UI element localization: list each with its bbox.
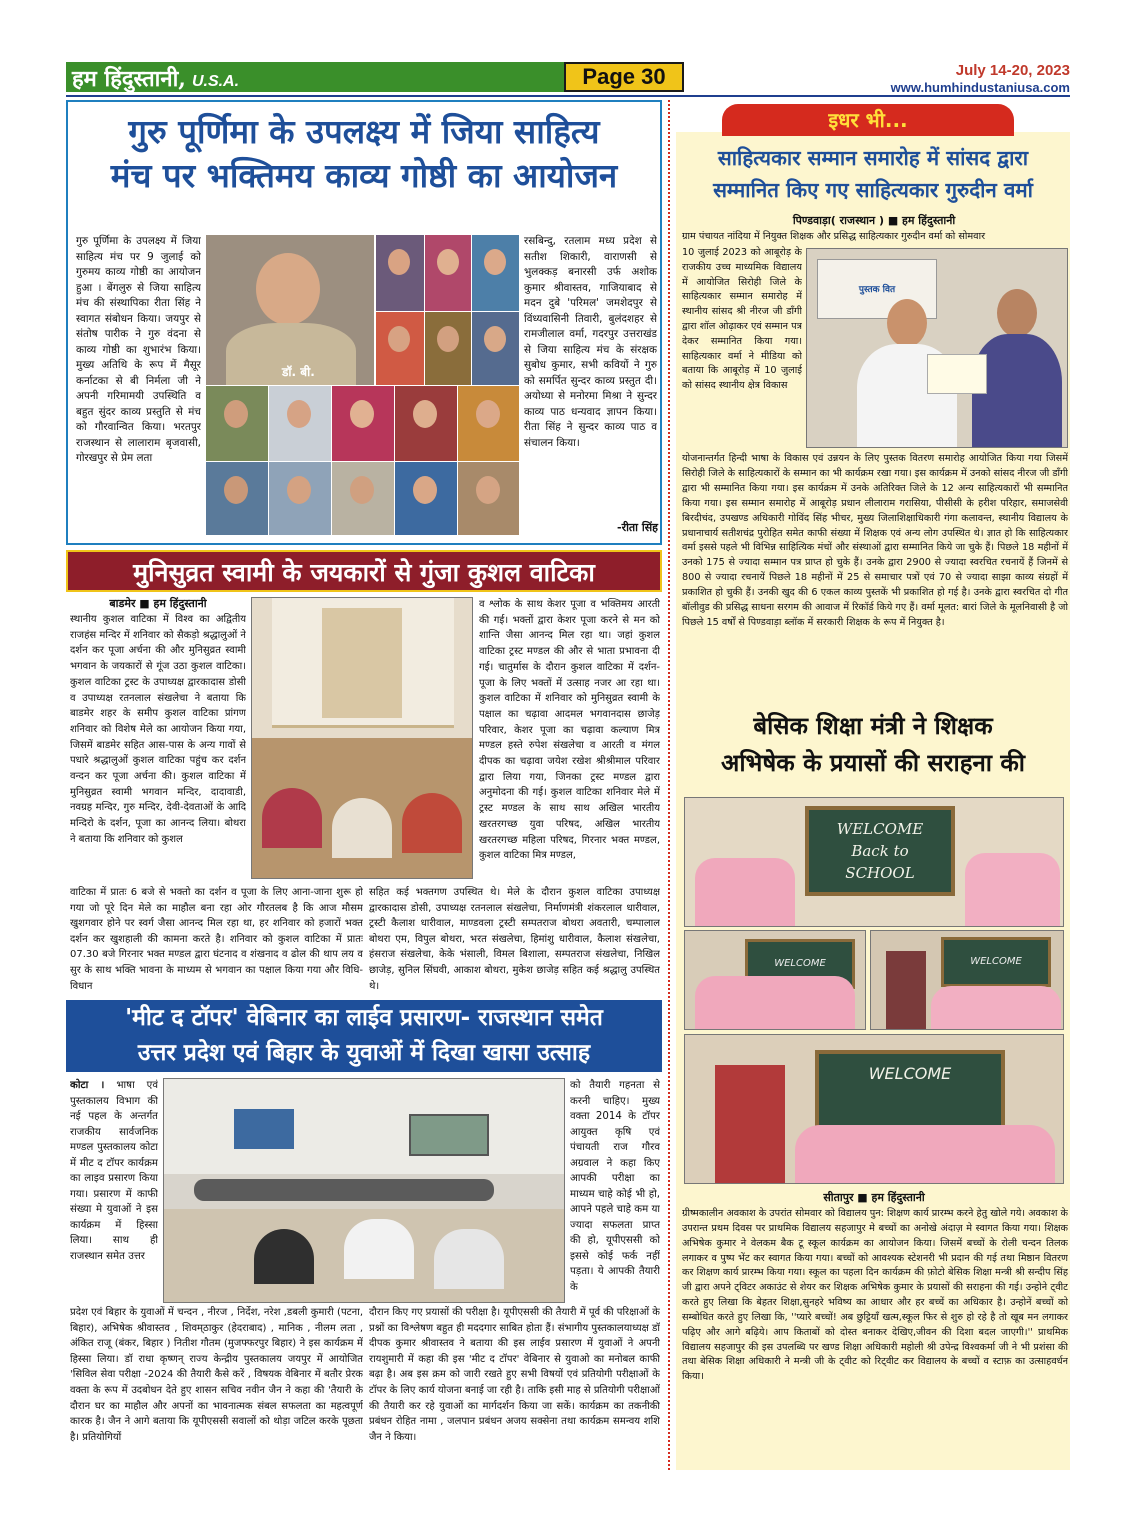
headline-line-1: बेसिक शिक्षा मंत्री ने शिक्षक: [753, 712, 993, 740]
sidebar-tab-label: इधर भी...: [722, 104, 1014, 136]
poet-thumb: [394, 461, 458, 536]
poet-thumb: [268, 385, 332, 462]
board-text-back-to: Back to: [851, 842, 909, 860]
story-basic-shiksha-body: ग्रीष्मकालीन अवकाश के उपरांत सोमवार को विद्यालय पुन: शिक्षण कार्य प्रारम्भ करने हेतु खोले गये। अवकाश के उपरान्त प्रथम दिवस पर प्राथमिक विद्यालय सहजापुर मे बच्चों का अनोखे अंदाज़ मे स्वागत किया गया। शिक्षक अभिषेक कुमार ने वेलकम बैक टू स्कूल कार्यक्रम का आयोजन किया। जिसमें बच्चों के रोली चन्दन तिलक लगाकर व पुष्प भेंट कर स्वागत किया गया। बच्चों को आवश्यक स्टेशनरी भी प्रदान की गई तथा मिष्ठान वितरण कर शिक्षण कार्य प्रारम्भ किया गया। स्कूल का पहला दिन कार्यक्रम की फ़ोटो बेसिक शिक्षा मन्त्री श्री सन्दीप सिंह जी द्वारा अपने ट्विटर अकाउंट से शेयर कर शिक्षक अभिषेक कुमार के प्रयासों की सराहना की गई। उन्होने ट्वीट करते हुए लिखा कि बेहतर शिक्षा,सुनहरे भविष्य का आधार और हर बच्चें का अधिकार है। उन्होनें बच्चों को सम्बोधित करते हुए लिखा कि, ''प्यारे बच्चों! अब छुट्टियाँ खत्म,स्कूल फिर से शुरु हो रहे है तो खूब मन लगाकर पढ़िए और आगे बढ़िये। आप किताबों को दोस्त बनाकर देखिए,जीवन की दिशा बदल जाएगी।'' प्राथमिक विद्यालय सहजापुर की इस उपलब्धि पर खण्ड शिक्षा अधिकारी महोली श्री उपेन्द्र विश्वकर्मा जी ने भी प्रशंसा की तथा बेसिक शिक्षा अधिकारी ने मन्त्री जी के ट्वीट को रिट्वीट कर विद्यालय के बच्चों व स्टाफ़ का उत्साहवर्धन किया।: [682, 1208, 1068, 1383]
school-welcome-photo-2: WELCOME: [684, 930, 866, 1030]
headline-line-1: गुरु पूर्णिमा के उपलक्ष्य में जिया साहित्य: [128, 112, 600, 151]
story-meet-the-topper-bottom-right: दौरान किए गए प्रयासों की परीक्षा है। यूपीएससी की तैयारी में पूर्व की परिक्षाओं के प्रश्नों का विश्लेषण बहुत ही मददगार साबित होता हैं। संभागीय पुस्तकालयाध्यक्ष डॉ दीपक कुमार श्रीवास्तव ने बताया की इस लाईव प्रसारण में युवाओं ने अपनी रायशुमारी में कहा की इस 'मीट द टॉपर' वेबिनार से युवाओ का मनोबल काफी बढ़ा है। अब इस क्रम को जारी रखते हुए सभी विषयों एवं प्रतियोगी परीक्षाओं के टॉपर के लिए कार्य योजना बनाई जा रही है। ताकि इसी माह से प्रतियोगी परीक्षाओं की तैयारी कर रहे युवाओं का मार्गदर्शन किया जा सकें। कार्यक्रम का तकनीकी प्रबंधन रोहित नामा , जलपान प्रबंधन अजय सक्सेना तथा कार्यक्रम समन्वय शशि जैन ने किया।: [369, 1307, 660, 1443]
page-number: Page 30: [564, 62, 684, 92]
paper-suffix: U.S.A.: [191, 73, 240, 90]
story-sahityakar-body: योजनान्तर्गत हिन्दी भाषा के विकास एवं उन्नयन के लिए पुस्तक वितरण समारोह आयोजित किया गया जिसमें सिरोही जिले के साहित्यकारों के सम्मान का भी कार्यक्रम रखा गया। इस कार्यक्रम में उनको सांसद नीरज जी डाँगी द्वारा भी सम्मानित किया गया। इस कार्यक्रम में उनके अतिरिक्त जिले के 12 अन्य साहित्यकारों भी सम्मानित किया गया। इस सम्मान समारोह में आबूरोड़ प्रधान लीलाराम गरासिया, पीसीसी के हरीश परिहार, समाजसेवी बिरदीचंद, उपखण्ड अधिकारी गोविंद सिंह भीचर, मुख्य जिलाशिक्षाधिकारी गंगा कलावन्त, स्थानीय विद्यालय के प्रधानाचार्य सतीशचंद्र पुरोहित समेत काफी संख्या में शिक्षक एवं अन्य लोग उपस्थित थे। ज्ञात हो कि साहित्यकार वर्मा इससे पहले भी विभिन्न साहित्यिक मंचों और संस्थाओं द्वारा सम्मानित किये जा चुके हैं। पिछले 18 महीनों में उनको 175 से ज्यादा सम्मान पत्र प्राप्त हो चुके हैं। उनके द्वारा 2900 से ज्यादा स्वरचित रचनायें हैं जिनमें से 800 से ज्यादा रचनायें पिछले 18 महीनों में 25 से समाचार पत्रों एवं 70 से ज्यादा साझा काव्य संग्रहों में प्रकाशित हो चुकी हैं। उनकी खुद की 6 एकल काव्य पुस्तकें भी प्रकाशित हो गई है। उनके द्वारा स्वरचित दो गीत बॉलीवुड की प्रसिद्ध साधना सरगम की आवाज में रिकॉर्ड किये गए हैं। वर्मा मूलत: बारां जिले के मूलनिवासी है जो पिछले 15 वर्षों से पिण्डवाड़ा ब्लॉक में सरकारी शिक्षक के रूप में नियुक्त है।: [682, 453, 1068, 628]
dateline: कोटा ।: [70, 1080, 105, 1091]
poet-thumb: [394, 385, 458, 462]
board-text-school: SCHOOL: [845, 864, 915, 882]
website-link[interactable]: www.humhindustaniusa.com: [890, 80, 1070, 95]
school-welcome-photo-3: WELCOME: [870, 930, 1064, 1030]
col1-text: भाषा एवं पुस्तकालय विभाग की नई पहल के अन्तर्गत राजकीय सार्वजनिक मण्डल पुस्तकालय कोटा में मीट द टॉपर कार्यक्रम का लाइव प्रसारण किया गया। प्रसारण में काफी संख्या मे युवाओं ने इस कार्यक्रम में हिस्सा लिया। साथ ही राजस्थान समेत उत्तर: [70, 1080, 158, 1262]
poet-thumb: [205, 461, 269, 536]
story-kushal-vatika-headline: मुनिसुव्रत स्वामी के जयकारों से गुंजा कुशल वाटिका: [66, 550, 662, 592]
story-guru-purnima-col3: रसबिन्दु, रतलाम मध्य प्रदेश से सतीश शिकारी, वाराणसी से भुलक्कड़ बनारसी उर्फ अशोक कुमार श्रीवास्तव, गाजियाबाद से मदन दुबे 'परिमल' जमशेदपुर से विंध्यवासिनी तिवारी, बुलंदशहर से रामजीलाल वर्मा, गदरपुर उत्तराखंड से जिया साहित्य मंच के संरक्षक सुबोध कुमार, सभी कवियों ने गुरु को समर्पित सुन्दर काव्य प्रस्तुत दी। अयोध्या से मनोरमा मिश्रा ने सुन्दर काव्य पाठ धन्यवाद ज्ञापन किया। रीता सिंह ने सुन्दर काव्य पाठ व संचालन किया।: [524, 235, 657, 449]
board-text-welcome: WELCOME: [836, 820, 924, 838]
main-poet-photo: [205, 234, 375, 386]
headline-line-1: साहित्यकार सम्मान समारोह में सांसद द्वारा: [717, 146, 1029, 170]
column-divider: [668, 100, 670, 1470]
poet-thumb: [331, 461, 395, 536]
poet-thumb: [375, 311, 425, 386]
poet-thumb: [471, 234, 520, 312]
headline-line-1: 'मीट द टॉपर' वेबिनार का लाईव प्रसारण- राजस्थान समेत: [125, 1005, 603, 1031]
award-ceremony-photo: [806, 248, 1068, 448]
poets-photo-collage: [205, 234, 518, 534]
library-webinar-photo: [163, 1078, 565, 1303]
story-meet-the-topper-col1: [70, 1078, 158, 1308]
headline-line-2: उत्तर प्रदेश एवं बिहार के युवाओं में दिखा खासा उत्साह: [137, 1040, 591, 1066]
poet-thumb: [331, 385, 395, 462]
story-kushal-vatika-bottom-left: वाटिका में प्रातः 6 बजे से भक्तो का दर्शन व पूजा के लिए आना-जाना शुरू हो गया जो पूरे दिन मेले का माहौल बना रहा ओर गौरतलब है कि आज मौसम खुशगवार होने पर स्वर्ग जैसा आनन्द मिल रहा था, हर शनिवार को हजारों भक्त दर्शन कर खुशहाली की कामना करते है। शनिवार को कुशल वाटिका में प्रातः 07.30 बजे गिरनार भक्त मण्डल द्वारा घंटनाद व शंखनाद व ढोल की थाप लय व सुर के साथ भक्ति भावना के माध्यम से भगवान का पक्षाल किया गया और विधि-विधान: [70, 887, 363, 992]
school-welcome-photo-4: WELCOME: [684, 1034, 1064, 1184]
headline-line-2: अभिषेक के प्रयासों की सराहना की: [720, 749, 1025, 777]
photo-caption: डॉ. बी.: [282, 365, 315, 379]
story-author: -रीता सिंह: [617, 521, 658, 534]
poet-thumb: [375, 234, 425, 312]
poet-thumb: [471, 311, 520, 386]
issue-date: July 14-20, 2023: [955, 62, 1070, 79]
story-sahityakar-lead: ग्राम पंचायत नांदिया में नियुक्त शिक्षक और प्रसिद्ध साहित्यकार गुरुदीन वर्मा को सोमवार: [682, 231, 986, 242]
poet-thumb: [457, 461, 520, 536]
welcome-board: [805, 806, 955, 896]
masthead-title: [72, 63, 239, 93]
story-kushal-vatika-col3: व श्लोक के साथ केशर पूजा व भक्तिमय आरती की गई। भक्तों द्वारा केशर पूजा करने से मन को शान्ति जैसा आनन्द मिल रहा था। जहां कुशल वाटिका ट्रस्ट मण्डल की और से भाता प्रभावना दी गई। चातुर्मास के दौरान कुशल वाटिका में दर्शन-पूजा के लिए भक्तों में उत्साह नजर आ रहा था। कुशल वाटिका में शनिवार को मुनिसुव्रत स्वामी के पक्षाल का चढ़ावा आदमल भगवानदास छाजेड़ परिवार, केशर पूजा का चढ़ावा कल्याण मित्र मण्डल हस्ते रुपेश संखलेचा व आरती व मंगल दीपक का चढ़ावा जयेश रखेश श्रीश्रीमाल परिवार द्वारा लिया गया, जिनका ट्रस्ट मण्डल द्वारा अनुमोदना की गई। कुशल वाटिका शनिवार मेले में ट्रस्ट मण्डल के साथ साथ अखिल भारतीय खरतरगच्छ युवा परिषद, अखिल भारतीय खरतरगच्छ महिला परिषद, गिरनार भक्त मण्डल, कुशल वाटिका मित्र मण्डल,: [479, 599, 660, 862]
temple-event-photo: [251, 597, 473, 879]
headline-line-2: सम्मानित किए गए साहित्यकार गुरुदीन वर्मा: [713, 178, 1033, 202]
header-rule: [66, 95, 1070, 97]
story-meet-the-topper-col3: को तैयारी गहनता से करनी चाहिए। मुख्य वक्ता 2014 के टॉपर आयुक्त कृषि एवं पंचायती राज गौरव अग्रवाल ने कहा किए आपकी परीक्षा का माध्यम चाहे कोई भी हो, आपने पहले चाहे कम या ज्यादा सफलता प्राप्त की हो, यूपीएससी को इससे कोई फर्क नहीं पड़ता। ये आपकी तैयारी के: [570, 1080, 660, 1293]
story-meet-the-topper-bottom-left: प्रदेश एवं बिहार के युवाओं में चन्दन , नीरज , निर्देश, नरेश ,डबली कुमारी (पटना, बिहार), अभिषेक श्रीवास्तव , शिवम्‌ठाकुर (हेदराबाद) , मानिक , नीलम लता , अंकित राजू (बंकर, बिहार ) नितीश गौतम (मुजफ्फरपुर बिहार) ने इस कार्यक्रम में हिस्सा लिया। डॉ राधा कृष्णन् राज्य केन्द्रीय पुस्तकालय जयपुर में आयोजित 'सिविल सेवा परीक्षा -2024 की तैयारी कैसे करें , विषयक वेबिनार में बतौर प्रेरक वक्ता के रूप में उदबोधन देते हुए शासन सचिव नवीन जैन ने कहा की 'तैयारी के दौरान घर का माहौल और अपनों का भावनात्मक संबल सफलता का महत्वपूर्ण कारक है। जैन ने आगे बताया कि यूपीएससी सवालों को थोड़ा जटिल करके पूछता है। प्रतियोगियों: [70, 1307, 363, 1443]
story-meet-the-topper-headline: [66, 1000, 662, 1072]
headline-line-2: मंच पर भक्तिमय काव्य गोष्ठी का आयोजन: [110, 156, 618, 195]
poet-thumb: [268, 461, 332, 536]
poet-thumb: [424, 311, 472, 386]
poet-thumb: [205, 385, 269, 462]
story-basic-shiksha-headline: [678, 708, 1068, 782]
paper-name: हम हिंदुस्तानी,: [72, 66, 186, 92]
school-welcome-photo-1: [684, 797, 1064, 927]
event-banner: पुस्तक वित: [817, 259, 937, 319]
poet-thumb: [457, 385, 520, 462]
story-guru-purnima-headline: [70, 110, 658, 198]
story-kushal-vatika-byline: बाडमेर ■ हम हिंदुस्तानी: [109, 597, 207, 610]
story-kushal-vatika-col1: स्थानीय कुशल वाटिका में विश्व का अद्वितीय राजहंस मन्दिर में शनिवार को सैकड़ो श्रद्धालुओं ने दर्शन कर पूजा अर्चना की और मुनिसुव्रत स्वामी भगवान के जयकारों से गूंज उठा कुशल वाटिका। कुशल वाटिका ट्रस्ट के उपाध्यक्ष द्वारकादास डोसी व उपाध्यक्ष रतनलाल संखलेचा ने बताया कि बाडमेर शहर के समीप कुशल वाटिका प्रांगण शनिवार को विशेष मेले का आयोजन किया गया, जिसमें बाडमेर सहित आस-पास के अन्य गावों से पधारे श्रद्धालुओं कुशल वाटिका पहुंच कर दर्शन वन्दन कर पूजा अर्चना की। कुशल वाटिका में मुनिसुव्रत स्वामी भगवान मन्दिर, दादावाडी, नवग्रह मन्दिर, गुरु मन्दिर, देवी-देवताओं के आदि मन्दिरो के दर्शन, पूजा का आनन्द लिया। बोथरा ने बताया कि शनिवार को कुशल: [70, 614, 246, 845]
poet-thumb: [424, 234, 472, 312]
story-guru-purnima-col1: गुरु पूर्णिमा के उपलक्ष्य में जिया साहित्य मंच पर 9 जुलाई को गुरुमय काव्य गोष्ठी का आयोजन हुआ । बेंगलुरु से जिया साहित्य मंच की संस्थापिका रीता सिंह ने स्वागत संबोधन किया। जयपुर से संतोष पारीक ने गुरु वंदना से काव्य गोष्ठी का शुभारंभ किया। मुख्य अतिथि के रूप में मैसूर कर्नाटका से बी निर्मला जी ने अपनी गरिमामयी उपस्थिति व बहुत सुंदर काव्य प्रस्तुति से मंच को गौरवान्वित किया। भरतपुर राजस्थान से लालाराम बृजवासी, गोरखपुर से प्रेम लता: [76, 235, 201, 464]
story-basic-shiksha-byline: सीतापुर ■ हम हिंदुस्तानी: [823, 1191, 925, 1204]
story-sahityakar-col1: 10 जुलाई 2023 को आबूरोड़ के राजकीय उच्च माध्यमिक विद्यालय में आयोजित सिरोही जिले के साहित्यकार सम्मान समारोह में स्थानीय सांसद श्री नीरज जी डाँगी द्वारा शॉल ओढ़ाकर एवं सम्मान पत्र देकर सम्मानित किया गया। साहित्यकार वर्मा ने मीडिया को बताया कि आबूरोड़ में 10 जुलाई को सांसद स्थानीय क्षेत्र विकास: [682, 247, 802, 392]
story-sahityakar-headline: [678, 142, 1068, 206]
story-kushal-vatika-bottom-right: सहित कई भक्तगण उपस्थित थे। मेले के दौरान कुशल वाटिका उपाध्यक्ष द्वारकादास डोसी, उपाध्यक्ष रतनलाल संखलेचा, निर्माणमंत्री शंकरलाल धारीवाल, ट्रस्टी कैलाश धारीवाल, माण्डवला ट्रस्टी सम्पतराज बोथरा अवतारी, चम्पालाल बोथरा एम, विपुल बोथरा, भरत संखलेचा, हिमांशु धारीवाल, कैलाश संखलेचा, हंसराज संखलेचा, केके भंसाली, विमल बिशाला, सम्पतराज संखलेचा, निखिल छाजेड़, सुनिल सिंघवी, आकाश बोथरा, मुकेश छाजेड़ सहित कई श्रद्धालु उपस्थित थे।: [369, 887, 660, 992]
story-sahityakar-byline: पिण्डवाड़ा( राजस्थान ) ■ हम हिंदुस्तानी: [792, 214, 956, 227]
